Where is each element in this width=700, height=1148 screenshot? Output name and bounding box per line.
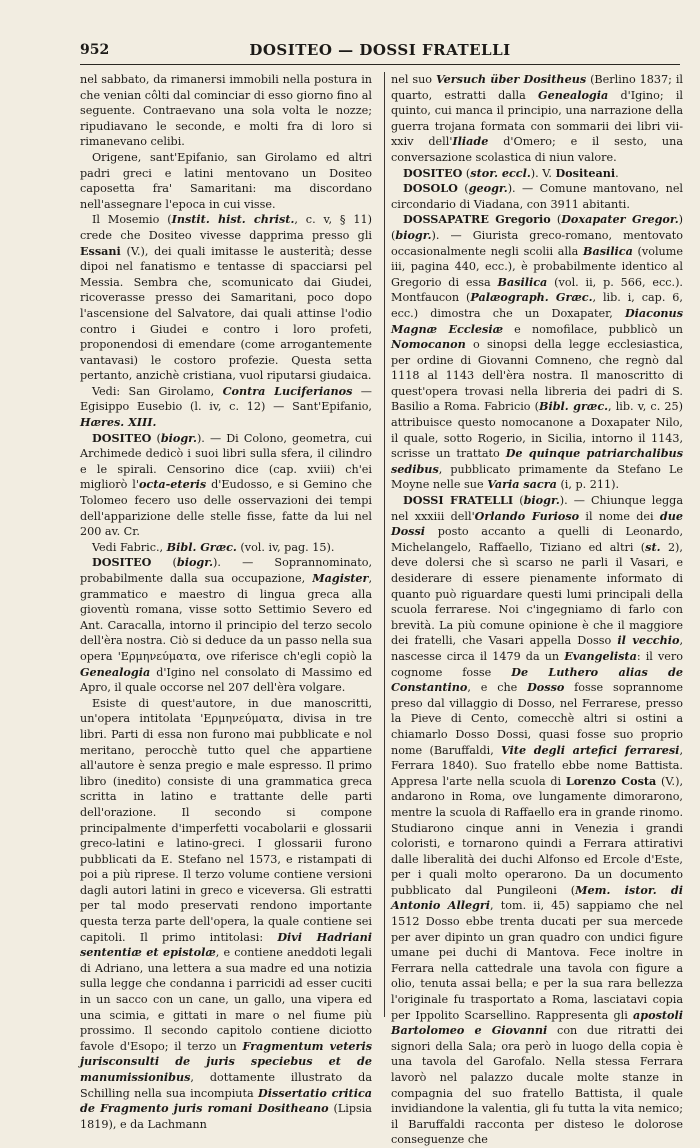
emphasis-text: biogr. — [176, 555, 214, 570]
entry-term: DOSITEO — [92, 430, 152, 445]
text-run: (Berlino 1837; il quarto, estratti dalla — [391, 73, 683, 102]
emphasis-text: Diaconus Magnæ Ecclesiæ — [391, 305, 683, 336]
text-run: , e contiene aneddoti legali di Adriano, una lettera a sua madre ed una notizia sulla legge che condanna i parricidi ad esser cuciti in un sacco con un cane, un gallo, una vipera ed una scimia, e gittati in mare o nel fiume più prossimo. Il secondo capitolo contiene diciotto favole d'Esopo; il terzo un — [80, 946, 372, 1053]
text-run: il nome dei — [579, 509, 660, 523]
left-paragraph — [80, 72, 372, 150]
entry-term: Essani — [80, 243, 121, 258]
text-run: ( — [462, 166, 471, 180]
text-run: , pubblicato primamente da Stefano Le Moyne nelle sue — [391, 462, 683, 492]
text-run: posto accanto a quelli di Leonardo, Michelangelo, Raffaello, Tiziano ed altri ( — [391, 525, 683, 554]
emphasis-text: Bibl. græc. — [539, 399, 609, 414]
text-run: Origene, sant'Epifanio, san Girolamo ed altri padri greci e latini mentovano un Dositeo caposetta fra' Samaritani: ma discordano nell'assegnare l'epoca in cui visse. — [80, 150, 372, 211]
text-run: (V.), andarono in Roma, ove lungamente dimorarono, mentre la scuola di Raffaello era in grande rinomo. Studiarono cinque anni in Venezia i grandi coloristi, e tornarono quindi a Ferrara attirativi dalle liberalità dei duchi Alfonso ed Ercole d'Este, per i quali molto operarono. Da un documento pubblicato dal Pungileoni ( — [391, 774, 683, 897]
entry-term: Dositeani — [555, 165, 616, 180]
emphasis-text: biogr. — [523, 493, 560, 508]
left-paragraph — [80, 540, 372, 556]
right-paragraph — [391, 493, 683, 1148]
emphasis-text: biogr. — [395, 227, 432, 242]
text-run: (i, p. 211). — [556, 478, 620, 492]
column-divider — [384, 72, 385, 1017]
emphasis-text: Doxapater Gregor. — [561, 212, 679, 227]
text-run: , grammatico e maestro di lingua greca alla gioventù romana, visse sotto Settimio Severo ed Ant. Caracalla, intorno il principio del terzo secolo dell'èra nostra. Ciò si deduce da un passo nella sua opera 'Ερμηνεύματα, ove riferisce ch'egli copiò la — [80, 572, 372, 663]
emphasis-text: apostoli Bartolomeo e Giovanni — [391, 1007, 683, 1038]
text-run: d'Omero; e il sesto, una conversazione scolastica di niun valore. — [391, 135, 683, 164]
text-run: ( — [457, 182, 469, 196]
text-run: ( — [151, 556, 177, 570]
entry-term: Lorenzo Costa — [565, 773, 657, 788]
text-run: ( — [151, 431, 161, 445]
page-header — [80, 40, 680, 65]
emphasis-text: De quinque patriarchalibus sedibus — [391, 446, 683, 476]
text-run: nel suo — [391, 73, 436, 86]
right-paragraph — [391, 212, 683, 493]
emphasis-text: Mem. istor. di Antonio Allegri — [391, 882, 683, 913]
emphasis-text: geogr. — [468, 181, 508, 196]
left-paragraph — [80, 212, 372, 384]
emphasis-text: Instit. hist. christ. — [171, 212, 295, 227]
text-run: (volume iii, pagina 440, ecc.), è probabilmente identico al Gregorio di essa — [391, 244, 683, 289]
text-run: , c. v, § 11) crede che Dositeo vivesse dapprima presso gli — [80, 213, 372, 242]
emphasis-text: Genealogia — [538, 87, 609, 102]
emphasis-text: Genealogia — [80, 664, 151, 679]
emphasis-text: Contra Luciferianos — [222, 383, 353, 398]
text-run: . — [615, 166, 619, 180]
text-run: d'Eudosso, e si Gemino che Tolomeo fecero uso delle osservazioni dei tempi dell'apparizione delle stelle fisse, fatte da lui nel 200 av. Cr. — [80, 478, 372, 539]
emphasis-text: Basilica — [497, 274, 548, 289]
text-run: (vol. ii, p. 566, ecc.). Montfaucon ( — [391, 275, 683, 305]
entry-term: DOSITEO — [92, 555, 152, 570]
entry-term: DOSOLO — [403, 181, 458, 196]
text-run: ). — Comune mantovano, nel circondario di Viadana, con 3911 abitanti. — [391, 182, 684, 211]
emphasis-text: Orlando Furioso — [474, 508, 580, 523]
text-run: ). — Giurista greco-romano, mentovato occasionalmente negli scolii alla — [391, 228, 683, 258]
emphasis-text: Hæres. XIII. — [80, 415, 157, 430]
text-run: con due ritratti dei signori della Sala; ora però in luogo della copia è una tavola del Garofalo. Nella stessa Ferrara lavorò nel palazzo ducale molte stanze in compagnia del suo fratello Battista, il quale invidiandone la valentia, gli fu tutta la vita nemico; il Baruffaldi racconta per disteso le dolorose conseguenze che — [391, 1024, 683, 1147]
emphasis-text: Fragmentum veteris jurisconsulti de juris speciebus et de manumissionibus — [80, 1038, 372, 1084]
emphasis-text: Divi Hadriani sententiæ et epistolæ — [80, 929, 372, 960]
text-run: d'Igino nel consolato di Massimo ed Apro, il quale occorse nel 207 dell'èra volgare. — [80, 665, 372, 695]
emphasis-text: De Luthero alias de Constantino — [391, 664, 683, 695]
text-run: (vol. iv, pag. 15). — [236, 540, 335, 554]
text-run: fosse soprannome preso dal villaggio di Dosso, nel Ferrarese, presso la Pieve di Cento, comecchè altri si ostini a chiamarlo Dosso Dossi, quasi fosse suo proprio nome (Baruffaldi, — [391, 681, 683, 757]
text-run: , dottamente illustrato da Schilling nella sua incompiuta — [80, 1071, 372, 1100]
entry-term: DOSSAPATRE Gregorio — [403, 212, 551, 227]
emphasis-text: Vite degli artefici ferraresi — [501, 742, 680, 757]
emphasis-text: Magister — [312, 571, 369, 585]
emphasis-text: Varia sacra — [487, 477, 557, 492]
emphasis-text: octa-eteris — [138, 477, 207, 492]
right-paragraph — [391, 72, 683, 166]
text-run: nel sabbato, da rimanersi immobili nella postura in che venian côlti dal cominciar di esso giorno fino al seguente. Contraevano una sola volta le nozze; ripudiavano le seconde, e molti fra di loro si rimanevano celibi. — [80, 73, 373, 149]
emphasis-text: Dissertatio critica de Fragmento juris romani Dositheano — [80, 1085, 373, 1116]
text-run: ( — [550, 213, 562, 227]
text-run: , tom. ii, 45) sappiamo che nel 1512 Dosso ebbe trenta ducati per sua mercede per aver dipinto un gran quadro con undici figure umane pei duchi di Mantova. Fece inoltre in Ferrara nella cattedrale una tavola con figure a olio, tenuta assai bella; e per la sua rara bellezza l'originale fu trasportato a Roma, lasciatavi copia per Ippolito Scarsellino. Rappresenta gli — [391, 899, 683, 1022]
emphasis-text: Evangelista — [564, 648, 637, 663]
text-run: ). — Soprannominato, probabilmente dalla sua occupazione, — [80, 556, 373, 585]
emphasis-text: Bibl. Græc. — [166, 539, 237, 554]
text-run: (V.), dei quali imitasse le austerità; desse dipoi nel fanatismo e tentasse di spacciarsi pel Messia. Sembra che, scomunicato dai Giudei, ricoverasse presso dei Samaritani, poco dopo l'ascensione del Salvatore, dai quali attinse l'odio contro i Giudei e contro i loro profeti, proponendosi di emendare (come arrogantemente vantavasi) le costoro profezie. Questa setta pertanto, anzichè cristiana, vuol riputarsi giudaica. — [80, 244, 372, 383]
text-run: ( — [513, 494, 524, 508]
text-run: 2), deve dolersi che sì scarso ne parli il Vasari, e desiderare di essere pienamente informato di quanto può riguardare questi lumi principali della scuola ferrarese. Noi c'ingegniamo di farlo con brevità. La più comune opinione è che il maggiore dei fratelli, che Vasari appella Dosso — [391, 540, 683, 648]
text-run: , lib. i, cap. 6, ecc.) dimostra che un Doxapater, — [391, 291, 683, 320]
text-run: d'Igino; il quinto, cui manca il principio, una narrazione della guerra trojana formata con sommarii dei libri vii-xxiv dell' — [391, 88, 683, 149]
page-number: 952 — [80, 42, 110, 58]
text-run: ) ( — [391, 213, 683, 242]
text-run: e nomofilace, pubblicò un — [503, 322, 683, 336]
text-run: ). — Di Colono, geometra, cui Archimede dedicò i suoi libri sulla sfera, il cilindro e le spirali. Censorino dice (cap. xviii) ch'ei migliorò l' — [80, 431, 372, 492]
text-run: , Ferrara 1840). Suo fratello ebbe nome Battista. Appresa l'arte nella scuola di — [391, 743, 683, 788]
entry-term: DOSITEO — [403, 165, 463, 180]
emphasis-text: Basilica — [583, 243, 633, 258]
left-paragraph — [80, 696, 372, 1133]
right-paragraph — [391, 181, 683, 212]
emphasis-text: st. — [645, 539, 661, 554]
entry-term: DOSSI FRATELLI — [403, 493, 514, 508]
emphasis-text: il vecchio — [617, 633, 680, 648]
emphasis-text: Palæograph. Græc. — [470, 290, 593, 305]
running-title: DOSITEO — DOSSI FRATELLI — [249, 41, 511, 59]
text-run: Vedi: San Girolamo, — [92, 384, 223, 398]
text-run: Esiste di quest'autore, in due manoscritti, un'opera intitolata 'Ερμηνεύματα, divisa in tre libri. Parti di essa non furono mai pubblicate e nol meritano, perocchè tutto quel che appartiene all'autore è senza pregio e male espresso. Il primo libro (inedito) consiste di una grammatica greca scritta in latino e trattante delle parti dell'orazione. Il secondo si compone principalmente d'imperfetti vocabolarii e glossarii greco-latini e latino-greci. I glossarii furono pubblicati da E. Stefano nel 1573, e ristampati di poi a più riprese. Il terzo volume contiene versioni dagli autori latini in greco e viceversa. Gli estratti per tal modo preservati rendono importante questa terza parte dell'opera, la quale contiene sei capitoli. Il primo intitolasi: — [80, 696, 372, 944]
emphasis-text: Iliade — [452, 134, 489, 149]
text-run: , e che — [467, 681, 528, 695]
text-run: — Egisippo Eusebio (l. iv, c. 12) — Sant'Epifanio, — [80, 384, 372, 414]
text-run: ). — Chiunque legga nel xxxiii dell' — [391, 494, 683, 523]
text-run: : il vero cognome fosse — [391, 649, 683, 679]
text-run: ). V. — [530, 166, 556, 180]
emphasis-text: stor. eccl. — [470, 165, 531, 180]
text-run: , lib. v, c. 25) attribuisce questo nomocanone a Doxapater Nilo, il quale, sotto Rogerio, in Sicilia, intorno il 1143, scrisse un trattato — [391, 400, 683, 461]
left-paragraph — [80, 384, 372, 431]
emphasis-text: Nomocanon — [391, 337, 466, 352]
left-paragraph — [80, 431, 372, 540]
emphasis-text: biogr. — [160, 430, 197, 445]
emphasis-text: Dosso — [527, 680, 565, 695]
left-paragraph — [80, 555, 372, 695]
left-column — [80, 72, 372, 1132]
right-paragraph — [391, 166, 683, 182]
emphasis-text: Versuch über Dositheus — [435, 72, 587, 86]
left-paragraph — [80, 150, 372, 212]
text-run: o sinopsi della legge ecclesiastica, per ordine di Giovanni Comneno, che regnò dal 1118 al 1143 dell'èra nostra. Il manoscritto di quest'opera trovasi nella libreria dei padri di S. Basilio a Roma. Fabricio ( — [391, 338, 683, 414]
text-run: , nascesse circa il 1479 da un — [391, 634, 684, 663]
text-run: Il Mosemio ( — [92, 213, 172, 227]
text-run: Vedi Fabric., — [92, 540, 167, 554]
text-run: (Lipsia 1819), e da Lachmann — [80, 1102, 372, 1131]
emphasis-text: due Dossi — [391, 508, 683, 539]
right-column — [391, 72, 683, 1148]
